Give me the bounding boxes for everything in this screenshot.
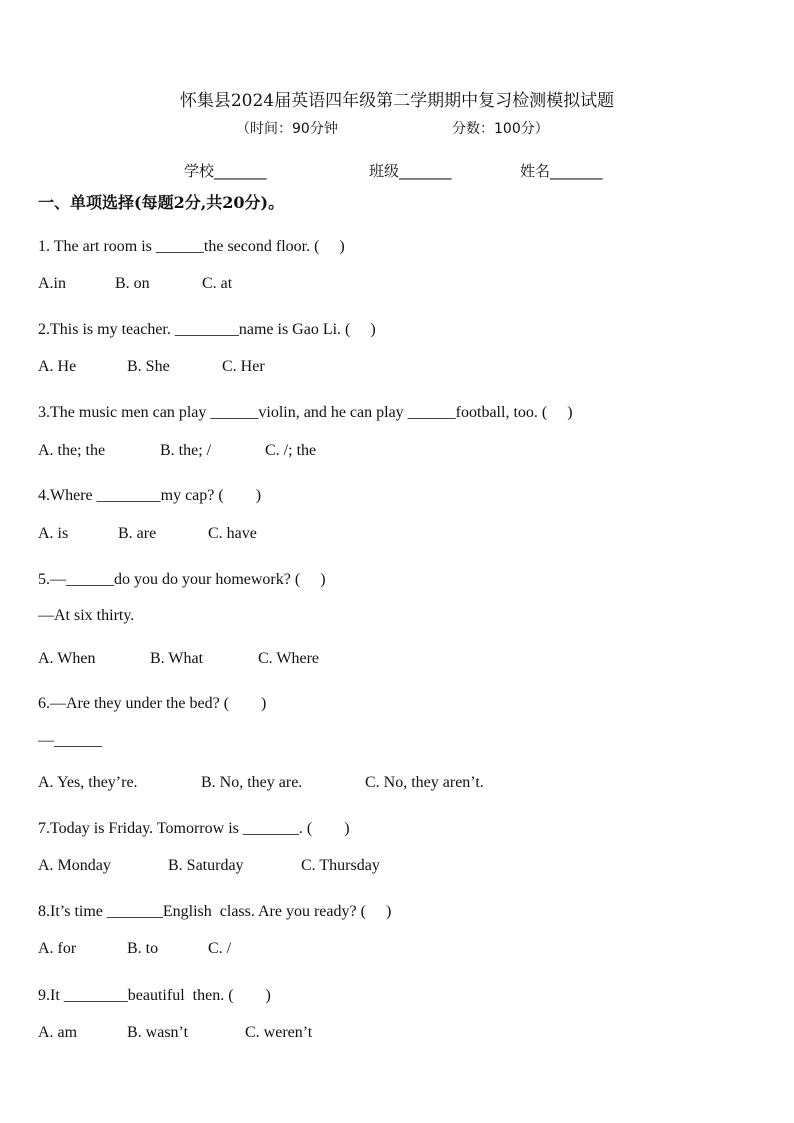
question-1: 1. The art room is ______the second floor. ( ) (38, 238, 345, 255)
q3-option-c: C. /; the (265, 442, 317, 459)
q7-option-b: B. Saturday (168, 857, 244, 874)
question-5: 5.—______do you do your homework? ( ) (38, 571, 326, 588)
q8-option-c: C. / (208, 940, 232, 957)
q4-option-c: C. have (208, 525, 257, 542)
q4-option-b: B. are (118, 525, 157, 542)
q8-option-a: A. for (38, 940, 77, 957)
exam-score: 分数：100分） (452, 121, 549, 137)
school-field: 学校_______ (184, 162, 267, 180)
q5-option-a: A. When (38, 650, 96, 667)
q8-option-b: B. to (127, 940, 159, 957)
section-heading: 一、单项选择(每题2分,共20分)。 (38, 193, 285, 212)
question-6-answer: —______ (38, 732, 102, 749)
question-2: 2.This is my teacher. ________name is Gao Li. ( ) (38, 321, 376, 338)
q5-option-c: C. Where (258, 650, 320, 667)
question-4: 4.Where ________my cap? ( ) (38, 487, 262, 504)
q9-option-c: C. weren’t (245, 1024, 313, 1041)
q2-option-b: B. She (127, 358, 170, 375)
q6-option-b: B. No, they are. (201, 774, 303, 791)
question-5-answer: —At six thirty. (38, 607, 135, 624)
q1-option-a: A.in (38, 275, 66, 292)
q1-option-b: B. on (115, 275, 150, 292)
q6-option-a: A. Yes, they’re. (38, 774, 138, 791)
q3-option-b: B. the; / (160, 442, 212, 459)
q7-option-a: A. Monday (38, 857, 111, 874)
q6-option-c: C. No, they aren’t. (365, 774, 484, 791)
q2-option-a: A. He (38, 358, 77, 375)
class-field: 班级_______ (369, 162, 452, 180)
question-6: 6.—Are they under the bed? ( ) (38, 695, 267, 712)
question-9: 9.It ________beautiful then. ( ) (38, 987, 271, 1004)
q3-option-a: A. the; the (38, 442, 106, 459)
q2-option-c: C. Her (222, 358, 265, 375)
q5-option-b: B. What (150, 650, 204, 667)
name-field: 姓名_______ (520, 162, 603, 180)
question-3: 3.The music men can play ______violin, and he can play ______football, too. ( ) (38, 404, 573, 421)
question-7: 7.Today is Friday. Tomorrow is _______. ( ) (38, 820, 350, 837)
q7-option-c: C. Thursday (301, 857, 380, 874)
q4-option-a: A. is (38, 525, 69, 542)
q1-option-c: C. at (202, 275, 233, 292)
page-title: 怀集县2024届英语四年级第二学期期中复习检测模拟试题 (179, 91, 615, 111)
question-8: 8.It’s time _______English class. Are you ready? ( ) (38, 903, 392, 920)
q9-option-b: B. wasn’t (127, 1024, 189, 1041)
exam-time: （时间：90分钟 (236, 121, 338, 137)
q9-option-a: A. am (38, 1024, 78, 1041)
